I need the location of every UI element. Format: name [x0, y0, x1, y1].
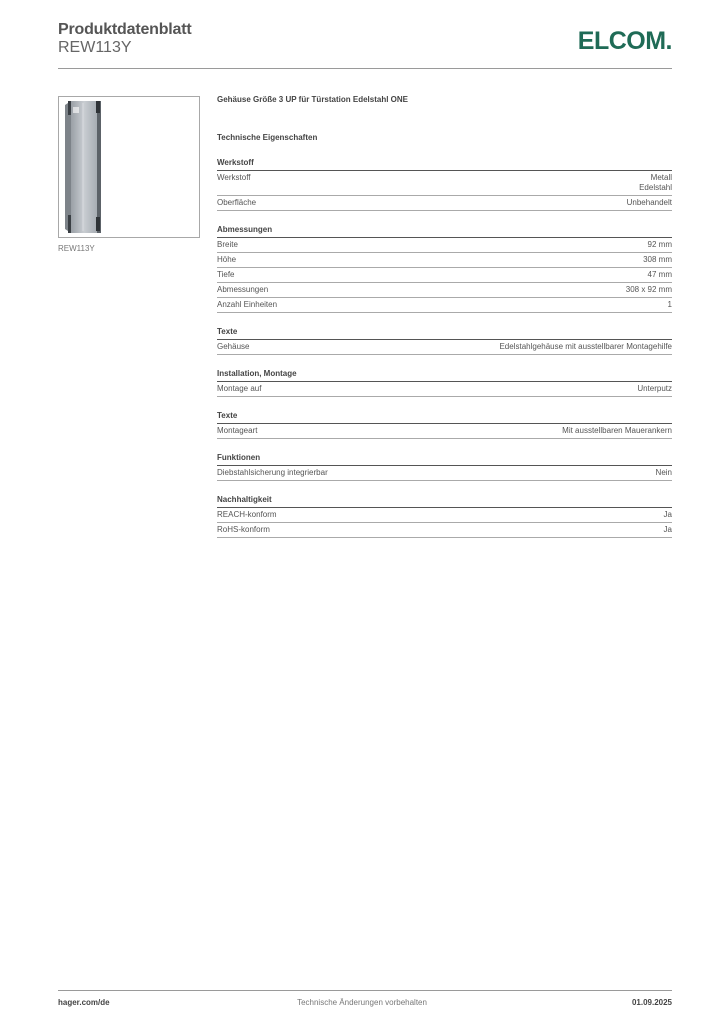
- spec-label: Diebstahlsicherung integrierbar: [217, 468, 328, 477]
- spec-group-title: Werkstoff: [217, 157, 672, 171]
- spec-row: [217, 268, 672, 283]
- spec-group: [217, 494, 672, 538]
- product-description: Gehäuse Größe 3 UP für Türstation Edelstahl ONE: [217, 95, 409, 104]
- spec-value-line: 92 mm: [647, 240, 672, 249]
- section-title: Technische Eigenschaften: [217, 133, 318, 142]
- spec-value-line: 308 mm: [643, 255, 672, 264]
- spec-label: Abmessungen: [217, 285, 269, 294]
- footer-note: Technische Änderungen vorbehalten: [297, 998, 427, 1007]
- spec-row: [217, 253, 672, 268]
- spec-group-title: Abmessungen: [217, 224, 672, 238]
- spec-label: REACH-konform: [217, 510, 277, 519]
- spec-value: [664, 525, 672, 535]
- spec-value-line: Ja: [663, 525, 672, 534]
- spec-value-line: Unterputz: [637, 384, 672, 393]
- spec-row: [217, 196, 672, 211]
- product-image: [58, 96, 200, 238]
- spec-content: [217, 94, 672, 538]
- spec-group: [217, 410, 672, 439]
- spec-label: Montageart: [217, 426, 258, 435]
- spec-label: Montage auf: [217, 384, 262, 393]
- spec-group-title: Nachhaltigkeit: [217, 494, 672, 508]
- image-caption: REW113Y: [58, 244, 95, 253]
- spec-value-line: Nein: [655, 468, 672, 477]
- spec-group: [217, 224, 672, 313]
- spec-row: [217, 298, 672, 313]
- spec-value-line: Ja: [663, 510, 672, 519]
- spec-groups: [217, 157, 672, 538]
- spec-value: [643, 255, 672, 265]
- spec-group: [217, 157, 672, 211]
- header-divider: [58, 68, 672, 69]
- spec-row: [217, 424, 672, 439]
- spec-value-line: Mit ausstellbaren Mauerankern: [562, 426, 672, 435]
- spec-row: [217, 171, 672, 196]
- spec-value-line: 47 mm: [647, 270, 672, 279]
- spec-row: [217, 382, 672, 397]
- spec-group-title: Funktionen: [217, 452, 672, 466]
- spec-value: [648, 270, 672, 280]
- product-code: REW113Y: [58, 39, 132, 56]
- spec-value: [648, 240, 672, 250]
- spec-row: [217, 508, 672, 523]
- spec-group-title: Installation, Montage: [217, 368, 672, 382]
- elcom-logo: ELCOM.: [577, 27, 672, 55]
- spec-value: [668, 300, 672, 310]
- spec-value-line: 1: [667, 300, 672, 309]
- spec-value: [664, 510, 672, 520]
- spec-label: Tiefe: [217, 270, 235, 279]
- spec-value: [562, 426, 672, 436]
- spec-value: [637, 384, 672, 394]
- spec-value-line: Metall: [650, 173, 672, 182]
- spec-value-line: Edelstahlgehäuse mit ausstellbarer Montagehilfe: [499, 342, 672, 351]
- spec-label: Oberfläche: [217, 198, 257, 207]
- spec-label: Höhe: [217, 255, 237, 264]
- spec-value: [639, 173, 672, 193]
- spec-label: RoHS-konform: [217, 525, 270, 534]
- spec-group: [217, 452, 672, 481]
- spec-value-line: Unbehandelt: [626, 198, 672, 207]
- spec-value: [627, 198, 672, 208]
- spec-row: [217, 238, 672, 253]
- spec-group-title: Texte: [217, 410, 672, 424]
- spec-value-line: 308 x 92 mm: [625, 285, 672, 294]
- spec-value: [499, 342, 672, 352]
- spec-group: [217, 326, 672, 355]
- spec-row: [217, 340, 672, 355]
- spec-value: [626, 285, 672, 295]
- spec-row: [217, 466, 672, 481]
- spec-label: Werkstoff: [217, 173, 251, 182]
- footer-divider: [58, 990, 672, 991]
- spec-row: [217, 283, 672, 298]
- spec-value: [656, 468, 672, 478]
- spec-group-title: Texte: [217, 326, 672, 340]
- housing-illustration: [59, 97, 199, 237]
- footer-website: hager.com/de: [58, 998, 110, 1007]
- footer-date: 01.09.2025: [631, 998, 672, 1007]
- spec-label: Gehäuse: [217, 342, 250, 351]
- spec-row: [217, 523, 672, 538]
- spec-label: Breite: [217, 240, 238, 249]
- document-title: Produktdatenblatt: [58, 21, 192, 38]
- spec-value-line: Edelstahl: [639, 183, 672, 192]
- spec-group: [217, 368, 672, 397]
- spec-label: Anzahl Einheiten: [217, 300, 278, 309]
